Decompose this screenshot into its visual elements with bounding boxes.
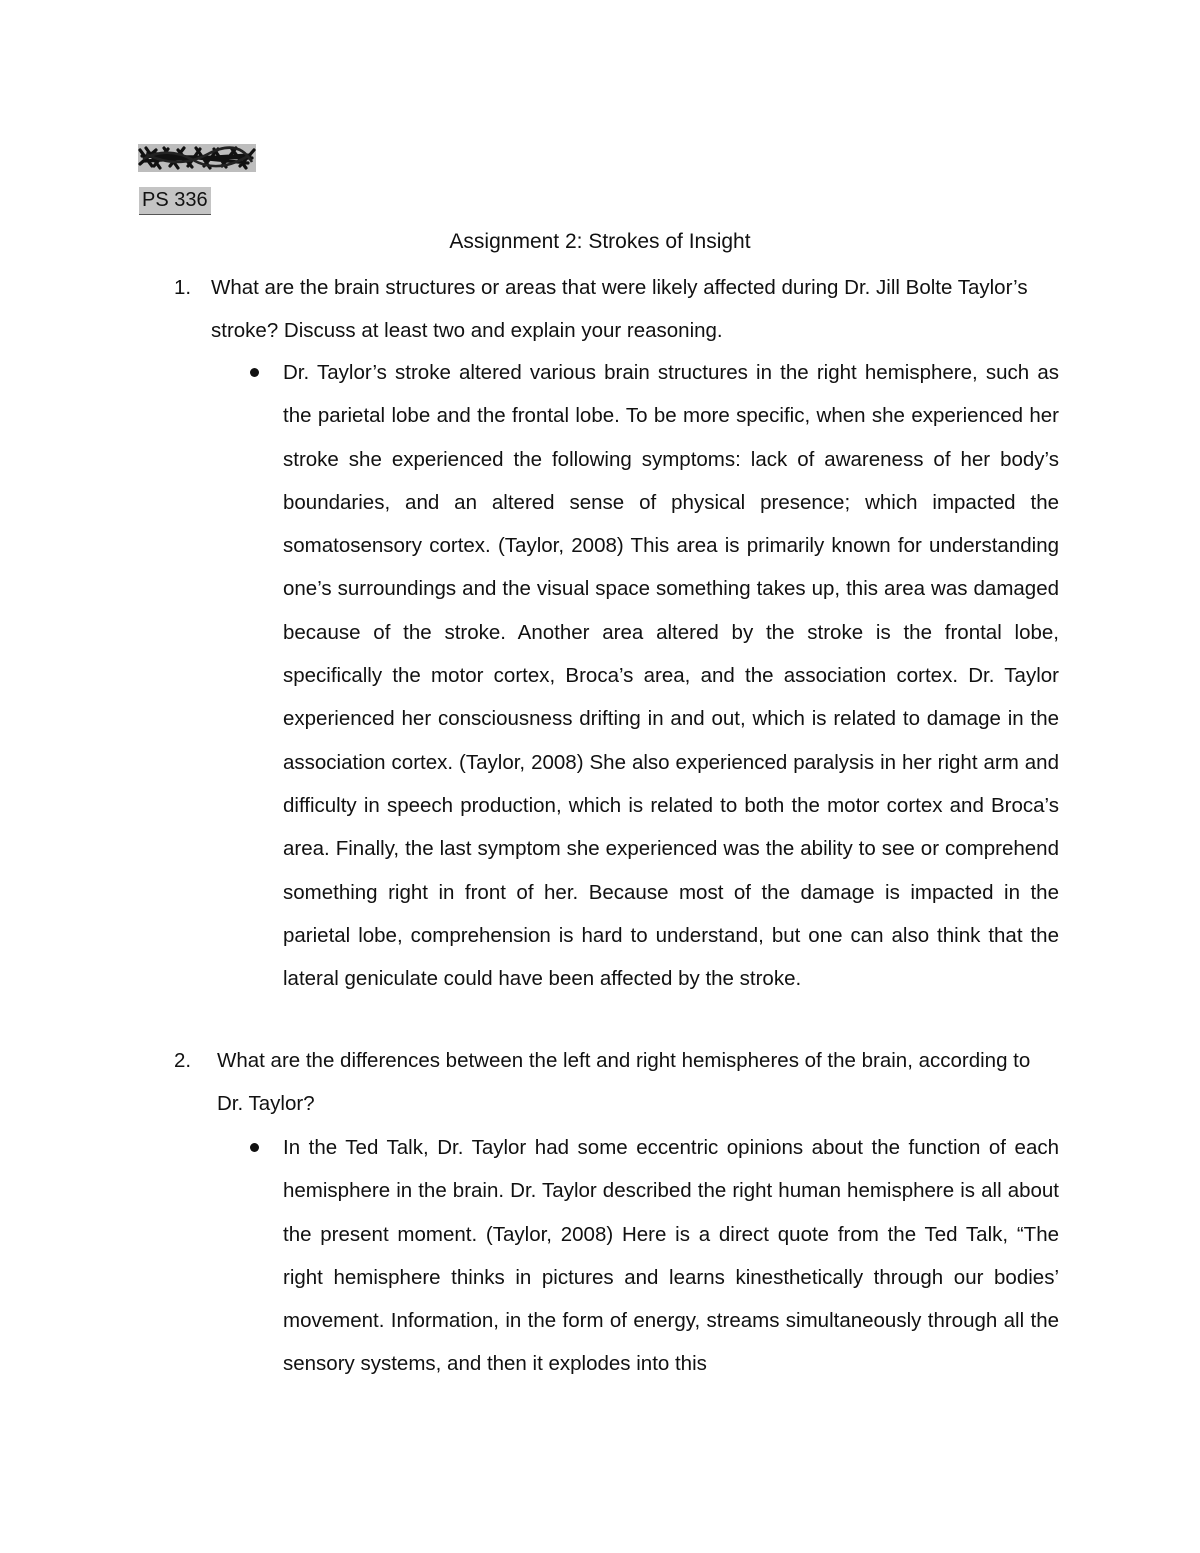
question-text: What are the differences between the left and right hemispheres of the brain, according to Dr. Taylor?: [217, 1049, 1031, 1116]
bullet-icon: [250, 1143, 259, 1152]
question-text: What are the brain structures or areas that were likely affected during Dr. Jill Bolte Taylor’s stroke? Discuss at least two and explain your reasoning.: [211, 276, 1028, 343]
course-code: PS 336: [139, 187, 211, 215]
answer-paragraph: In the Ted Talk, Dr. Taylor had some eccentric opinions about the function of each hemisphere in the brain. Dr. Taylor described the right human hemisphere is all about the present moment. (Taylor, 2008) Here is a direct quote from the Ted Talk, “The right hemisphere thinks in pictures and learns kinesthetically through our bodies’ movement. Information, in the form of energy, streams simultaneously through all the sensory systems, and then it explodes into this: [283, 1136, 1059, 1376]
question-number: 2.: [174, 1049, 192, 1072]
question-number: 1.: [174, 276, 192, 299]
document-title: Assignment 2: Strokes of Insight: [449, 230, 751, 253]
redacted-name-scribble: [138, 144, 256, 172]
answer-paragraph: Dr. Taylor’s stroke altered various brain structures in the right hemisphere, such as the parietal lobe and the frontal lobe. To be more specific, when she experienced her stroke she experienced the following symptoms: lack of awareness of her body’s boundaries, and an altered sense of physical presence; which impacted the somatosensory cortex. (Taylor, 2008) This area is primarily known for understanding one’s surroundings and the visual space something takes up, this area was damaged because of the stroke. Another area altered by the stroke is the frontal lobe, specifically the motor cortex, Broca’s area, and the association cortex. Dr. Taylor experienced her consciousness drifting in and out, which is related to damage in the association cortex. (Taylor, 2008) She also experienced paralysis in her right arm and difficulty in speech production, which is related to both the motor cortex and Broca’s area. Finally, the last symptom she experienced was the ability to see or comprehend something right in front of her. Because most of the damage is impacted in the parietal lobe, comprehension is hard to understand, but one can also think that the lateral geniculate could have been affected by the stroke.: [283, 361, 1059, 991]
bullet-icon: [250, 368, 259, 377]
